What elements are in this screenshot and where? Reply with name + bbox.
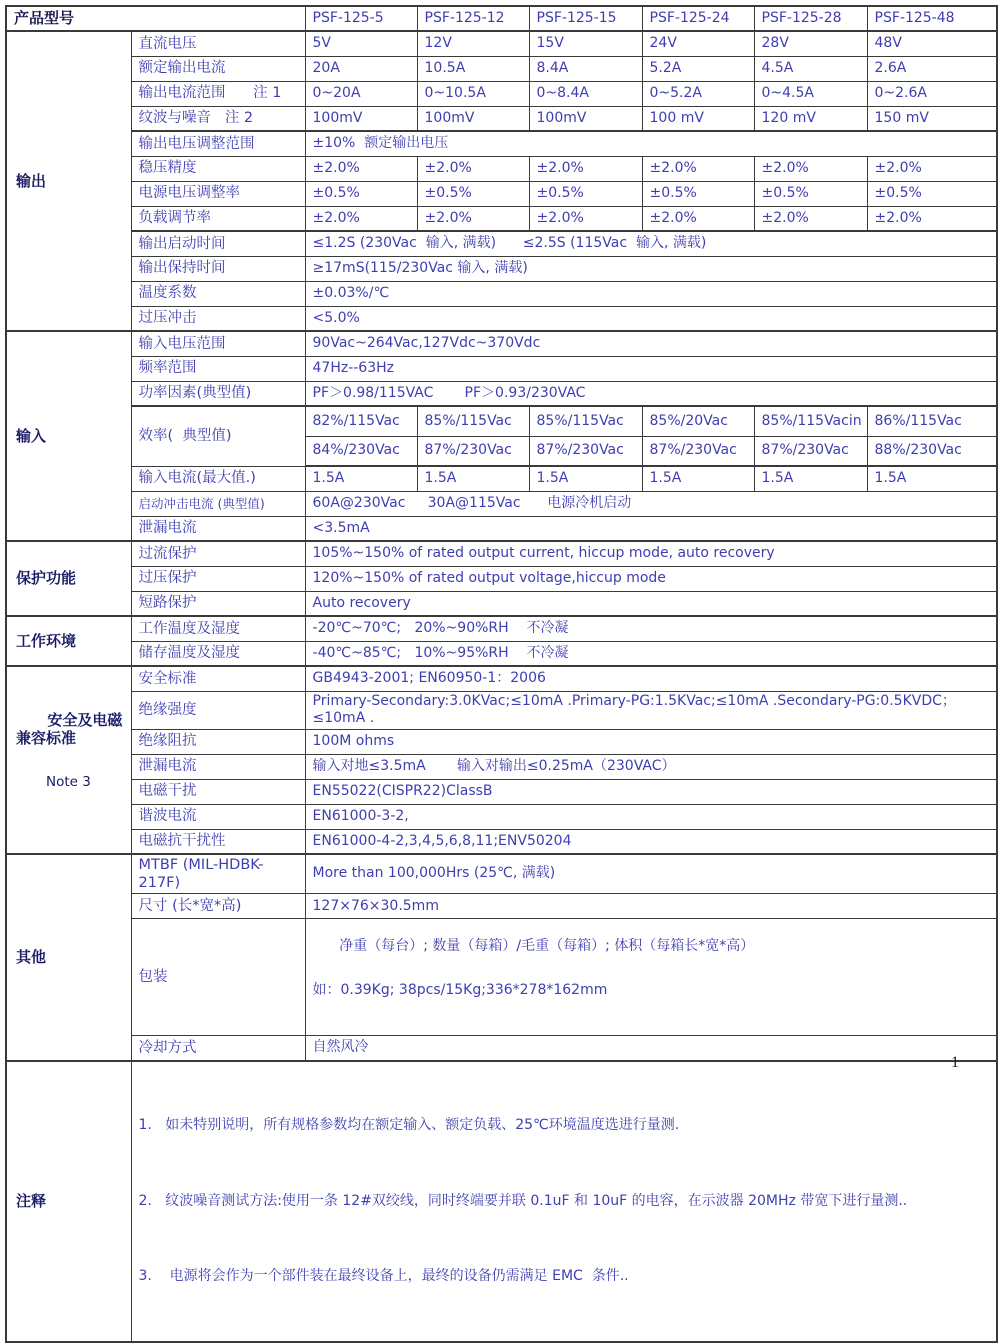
spec-value: 82%/115Vac [305,406,417,436]
spec-value: ±0.5% [417,181,529,206]
spec-label: 过压保护 [131,566,305,591]
spec-value: 1.5A [529,466,642,491]
spec-value: ±2.0% [305,156,417,181]
spec-label: 启动冲击电流 (典型值) [131,491,305,516]
spec-value: 0~20A [305,81,417,106]
model-name: PSF-125-15 [529,6,642,31]
spec-value: 0~8.4A [529,81,642,106]
spec-value: 8.4A [529,56,642,81]
spec-value: 48V [867,31,997,56]
spec-value: ±0.03%/℃ [305,281,997,306]
spec-value: ±2.0% [305,206,417,231]
spec-value: 87%/230Vac [642,436,754,466]
safety-section-note: Note 3 [46,773,91,790]
spec-value: 自然风冷 [305,1036,997,1061]
spec-value: ±0.5% [642,181,754,206]
page-number: 1 [951,1054,959,1071]
spec-label: 纹波与噪音 注 2 [131,106,305,131]
notes-content [131,1061,997,1342]
spec-label: 稳压精度 [131,156,305,181]
spec-value: 100mV [305,106,417,131]
spec-value: Auto recovery [305,591,997,616]
product-model-header: 产品型号 [6,6,305,31]
spec-value: 85%/115Vac [529,406,642,436]
spec-value: 1.5A [305,466,417,491]
spec-label: 安全标准 [131,666,305,691]
spec-value: 1.5A [754,466,867,491]
section-label-environment: 工作环境 [6,616,131,666]
spec-value: 0~4.5A [754,81,867,106]
spec-value: ±10% 额定输出电压 [305,131,997,156]
spec-label: 输入电流(最大值.) [131,466,305,491]
spec-value: ±2.0% [529,156,642,181]
spec-value: EN55022(CISPR22)ClassB [305,779,997,804]
section-label-others: 其他 [6,854,131,1061]
spec-label: 电源电压调整率 [131,181,305,206]
section-label-safety-emc [6,666,131,854]
spec-value: 87%/230Vac [417,436,529,466]
spec-value: ±0.5% [529,181,642,206]
spec-value: 87%/230Vac [754,436,867,466]
spec-label: 短路保护 [131,591,305,616]
note-item: 1. 如未特别说明，所有规格参数均在额定输入、额定负载、25℃环境温度选进行量测. [138,1117,680,1134]
spec-value: GB4943-2001; EN60950-1：2006 [305,666,997,691]
spec-value: 1.5A [642,466,754,491]
spec-value: 85%/115Vacin [754,406,867,436]
spec-value: 15V [529,31,642,56]
spec-value: 0~2.6A [867,81,997,106]
spec-value: 87%/230Vac [529,436,642,466]
spec-value: 127×76×30.5mm [305,894,997,919]
spec-value: ±2.0% [642,206,754,231]
spec-value: 1.5A [867,466,997,491]
spec-value: Primary-Secondary:3.0KVac;≤10mA .Primary-PG:1.5KVac;≤10mA .Secondary-PG:0.5KVDC；≤10mA . [305,691,997,729]
section-label-input: 输入 [6,331,131,541]
section-label-notes: 注释 [6,1061,131,1342]
spec-label: 额定输出电流 [131,56,305,81]
spec-value: 85%/115Vac [417,406,529,436]
spec-label: 电磁抗干扰性 [131,829,305,854]
spec-value: ±0.5% [305,181,417,206]
spec-value: 0~10.5A [417,81,529,106]
spec-value: ±2.0% [417,206,529,231]
spec-label: 功率因素(典型值) [131,381,305,406]
spec-value: <3.5mA [305,516,997,541]
spec-value: ±2.0% [754,206,867,231]
spec-label: 过流保护 [131,541,305,566]
spec-table [5,5,998,1343]
spec-value: 120%~150% of rated output voltage,hiccup mode [305,566,997,591]
spec-label: 输入电压范围 [131,331,305,356]
spec-value: 88%/230Vac [867,436,997,466]
spec-label: 直流电压 [131,31,305,56]
packing-line-1: 净重（每台）; 数量（每箱）/毛重（每箱）; 体积（每箱长*宽*高） [339,937,755,954]
spec-label: 频率范围 [131,356,305,381]
spec-label: 输出保持时间 [131,256,305,281]
model-name: PSF-125-28 [754,6,867,31]
spec-label: MTBF (MIL-HDBK-217F) [131,854,305,894]
spec-value: ±2.0% [867,156,997,181]
model-name: PSF-125-24 [642,6,754,31]
spec-value: 86%/115Vac [867,406,997,436]
spec-label: 输出启动时间 [131,231,305,256]
spec-value: ±0.5% [754,181,867,206]
spec-value: 0~5.2A [642,81,754,106]
spec-value: ±2.0% [642,156,754,181]
spec-value: 28V [754,31,867,56]
spec-label: 谐波电流 [131,804,305,829]
spec-value: EN61000-4-2,3,4,5,6,8,11;ENV50204 [305,829,997,854]
spec-label: 工作温度及湿度 [131,616,305,641]
spec-value: <5.0% [305,306,997,331]
spec-value: 47Hz--63Hz [305,356,997,381]
spec-value: 150 mV [867,106,997,131]
model-name: PSF-125-5 [305,6,417,31]
spec-value: -20℃~70℃; 20%~90%RH 不冷凝 [305,616,997,641]
spec-value: 85%/20Vac [642,406,754,436]
spec-value: 84%/230Vac [305,436,417,466]
spec-value [305,919,997,1036]
spec-value: ≥17mS(115/230Vac 输入, 满载) [305,256,997,281]
spec-label: 绝缘强度 [131,691,305,729]
spec-value: More than 100,000Hrs (25℃, 满载) [305,854,997,894]
note-item: 3. 电源将会作为一个部件装在最终设备上，最终的设备仍需满足 EMC 条件.. [138,1268,629,1285]
model-name: PSF-125-12 [417,6,529,31]
spec-value: 60A@230Vac 30A@115Vac 电源冷机启动 [305,491,997,516]
spec-value: 100mV [417,106,529,131]
spec-value: 100 mV [642,106,754,131]
spec-value: 4.5A [754,56,867,81]
note-item: 2. 纹波噪音测试方法:使用一条 12#双绞线，同时终端要并联 0.1uF 和 10uF 的电容，在示波器 20MHz 带宽下进行量测.. [138,1192,908,1209]
spec-value: 2.6A [867,56,997,81]
model-name: PSF-125-48 [867,6,997,31]
spec-value: ±2.0% [529,206,642,231]
safety-section-title: 安全及电磁兼容标准 [16,710,123,748]
spec-value: EN61000-3-2, [305,804,997,829]
spec-value: 1.5A [417,466,529,491]
spec-label: 冷却方式 [131,1036,305,1061]
spec-label: 泄漏电流 [131,754,305,779]
spec-label: 温度系数 [131,281,305,306]
spec-label: 电磁干扰 [131,779,305,804]
spec-value: ≤1.2S (230Vac 输入, 满载) ≤2.5S (115Vac 输入, 满载) [305,231,997,256]
spec-value: 输入对地≤3.5mA 输入对输出≤0.25mA（230VAC） [305,754,997,779]
spec-value: ±0.5% [867,181,997,206]
section-label-protection: 保护功能 [6,541,131,616]
spec-value: ±2.0% [417,156,529,181]
spec-value: 24V [642,31,754,56]
spec-value: 100M ohms [305,729,997,754]
spec-label: 泄漏电流 [131,516,305,541]
spec-value: 5.2A [642,56,754,81]
spec-value: ±2.0% [754,156,867,181]
spec-value: 105%~150% of rated output current, hiccup mode, auto recovery [305,541,997,566]
spec-label: 输出电流范围 注 1 [131,81,305,106]
spec-label: 负载调节率 [131,206,305,231]
spec-value: 120 mV [754,106,867,131]
spec-label: 绝缘阻抗 [131,729,305,754]
spec-value: 5V [305,31,417,56]
spec-value: 12V [417,31,529,56]
spec-label: 储存温度及湿度 [131,641,305,666]
spec-value: 20A [305,56,417,81]
section-label-output: 输出 [6,31,131,331]
spec-label: 过压冲击 [131,306,305,331]
packing-line-2: 如：0.39Kg; 38pcs/15Kg;336*278*162mm [312,981,608,998]
spec-value: PF＞0.98/115VAC PF＞0.93/230VAC [305,381,997,406]
spec-value: ±2.0% [867,206,997,231]
spec-label: 输出电压调整范围 [131,131,305,156]
spec-label: 包装 [131,919,305,1036]
spec-value: 90Vac~264Vac,127Vdc~370Vdc [305,331,997,356]
spec-label: 效率( 典型值) [131,406,305,466]
spec-value: -40℃~85℃; 10%~95%RH 不冷凝 [305,641,997,666]
spec-value: 10.5A [417,56,529,81]
spec-value: 100mV [529,106,642,131]
spec-label: 尺寸 (长*宽*高) [131,894,305,919]
